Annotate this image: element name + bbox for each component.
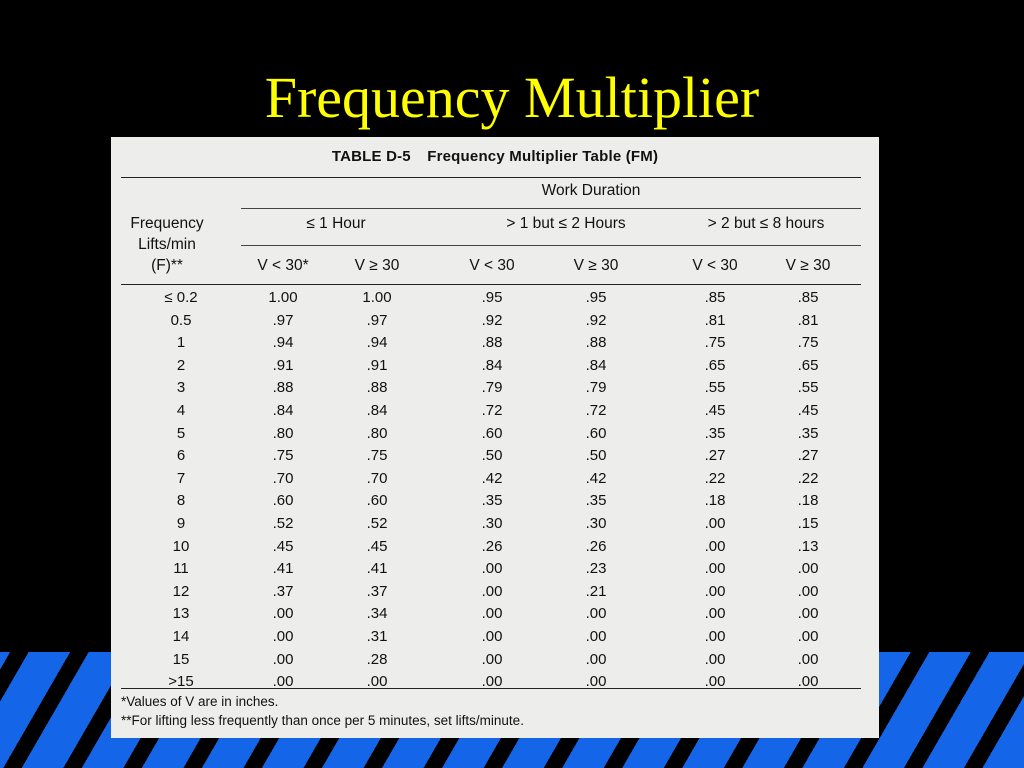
multiplier-cell: .00: [481, 628, 503, 645]
multiplier-cell: .60: [585, 424, 607, 442]
frequency-cell: 12: [172, 582, 190, 600]
v-header-2: V ≥ 30: [354, 257, 400, 274]
multiplier-cell: .75: [704, 334, 726, 352]
multiplier-cell: .95: [481, 289, 503, 306]
multiplier-cell: 1.00: [268, 289, 298, 306]
multiplier-cell: .35: [585, 492, 607, 510]
multiplier-cell: .55: [704, 379, 726, 397]
multiplier-cell: .00: [797, 605, 819, 623]
multiplier-cell: .00: [481, 582, 503, 600]
slide-title: Frequency Multiplier: [264, 65, 760, 130]
frequency-cell: >15: [168, 673, 194, 691]
frequency-cell: 15: [172, 650, 190, 668]
multiplier-cell: .91: [272, 356, 294, 374]
v-header-6: V ≥ 30: [785, 257, 831, 274]
multiplier-cell: .00: [704, 650, 726, 668]
multiplier-cell: .00: [481, 673, 503, 691]
frequency-header-line1: Frequency: [130, 215, 204, 232]
work-duration-header: Work Duration: [541, 182, 641, 199]
v-header-4: V ≥ 30: [573, 257, 619, 274]
multiplier-cell: .88: [366, 379, 388, 397]
multiplier-cell: .35: [797, 424, 819, 442]
multiplier-cell: .79: [481, 379, 503, 397]
multiplier-cell: .84: [585, 356, 607, 374]
multiplier-cell: .80: [272, 424, 294, 442]
multiplier-cell: .00: [585, 650, 607, 668]
multiplier-cell: .81: [704, 311, 726, 329]
multiplier-cell: .97: [272, 311, 294, 329]
multiplier-cell: .00: [797, 673, 819, 691]
multiplier-cell: .45: [366, 537, 388, 555]
multiplier-cell: .23: [585, 560, 607, 578]
multiplier-cell: 1.00: [362, 289, 392, 306]
multiplier-cell: .55: [797, 379, 819, 397]
multiplier-cell: .00: [704, 605, 726, 623]
multiplier-cell: .35: [704, 424, 726, 442]
multiplier-cell: .34: [366, 605, 388, 623]
frequency-cell: ≤ 0.2: [164, 289, 198, 306]
multiplier-cell: .70: [366, 469, 388, 487]
frequency-cell: 1: [176, 334, 186, 352]
rule-group: [241, 208, 861, 209]
multiplier-cell: .00: [797, 560, 819, 578]
multiplier-cell: .26: [585, 537, 607, 555]
multiplier-cell: .00: [272, 605, 294, 623]
frequency-cell: 8: [176, 492, 186, 510]
multiplier-cell: .80: [366, 424, 388, 442]
multiplier-cell: .00: [481, 650, 503, 668]
multiplier-cell: .91: [366, 356, 388, 374]
multiplier-cell: .00: [272, 628, 294, 645]
multiplier-cell: .42: [481, 469, 503, 487]
multiplier-cell: .60: [366, 492, 388, 510]
multiplier-cell: .70: [272, 469, 294, 487]
multiplier-cell: .35: [481, 492, 503, 510]
multiplier-cell: .81: [797, 311, 819, 329]
rule-bottom: [121, 688, 861, 689]
frequency-cell: 14: [172, 628, 190, 645]
multiplier-cell: .42: [585, 469, 607, 487]
multiplier-cell: .00: [797, 628, 819, 645]
frequency-cell: 4: [176, 402, 186, 419]
frequency-cell: 2: [176, 356, 186, 374]
frequency-cell: 10: [172, 537, 190, 555]
table-label: TABLE D-5: [331, 148, 411, 165]
multiplier-cell: .18: [704, 492, 726, 510]
frequency-header-line3: (F)**: [151, 257, 183, 274]
multiplier-cell: .00: [585, 605, 607, 623]
multiplier-cell: .75: [272, 447, 294, 465]
frequency-cell: 0.5: [170, 311, 192, 329]
multiplier-cell: .00: [704, 537, 726, 555]
multiplier-cell: .60: [272, 492, 294, 510]
frequency-cell: 7: [176, 469, 186, 487]
multiplier-cell: .45: [704, 402, 726, 419]
multiplier-cell: .15: [797, 515, 819, 532]
multiplier-cell: .52: [366, 515, 388, 532]
rule-header-bottom: [121, 284, 861, 285]
multiplier-cell: .65: [704, 356, 726, 374]
multiplier-cell: .84: [366, 402, 388, 419]
multiplier-cell: .00: [704, 582, 726, 600]
multiplier-cell: .79: [585, 379, 607, 397]
multiplier-cell: .00: [704, 673, 726, 691]
multiplier-cell: .94: [272, 334, 294, 352]
multiplier-cell: .00: [704, 560, 726, 578]
multiplier-cell: .27: [797, 447, 819, 465]
multiplier-cell: .00: [704, 628, 726, 645]
frequency-cell: 11: [173, 560, 189, 578]
duration-header-1: ≤ 1 Hour: [306, 215, 366, 232]
multiplier-cell: .72: [481, 402, 503, 419]
multiplier-cell: .45: [797, 402, 819, 419]
multiplier-cell: .84: [272, 402, 294, 419]
multiplier-cell: .85: [797, 289, 819, 306]
multiplier-cell: .92: [481, 311, 503, 329]
multiplier-cell: .65: [797, 356, 819, 374]
multiplier-cell: .18: [797, 492, 819, 510]
multiplier-cell: .60: [481, 424, 503, 442]
multiplier-cell: .30: [585, 515, 607, 532]
rule-top: [121, 177, 861, 178]
frequency-cell: 13: [172, 605, 190, 623]
multiplier-cell: .41: [366, 560, 388, 578]
frequency-cell: 6: [176, 447, 186, 465]
frequency-cell: 5: [176, 424, 186, 442]
multiplier-cell: .31: [366, 628, 388, 645]
multiplier-cell: .75: [797, 334, 819, 352]
v-header-1: V < 30*: [257, 257, 309, 274]
multiplier-cell: .00: [481, 605, 503, 623]
table-name: Frequency Multiplier Table (FM): [427, 148, 659, 165]
multiplier-cell: .75: [366, 447, 388, 465]
multiplier-cell: .28: [366, 650, 388, 668]
multiplier-cell: .22: [797, 469, 819, 487]
frequency-cell: 9: [176, 515, 186, 532]
multiplier-cell: .00: [366, 673, 388, 691]
rule-duration: [241, 245, 861, 246]
multiplier-cell: .92: [585, 311, 607, 329]
multiplier-cell: .21: [585, 582, 607, 600]
multiplier-cell: .27: [704, 447, 726, 465]
multiplier-cell: .22: [704, 469, 726, 487]
multiplier-cell: .00: [481, 560, 503, 578]
multiplier-cell: .97: [366, 311, 388, 329]
multiplier-cell: .88: [272, 379, 294, 397]
multiplier-cell: .30: [481, 515, 503, 532]
footnote-1: *Values of V are in inches.: [121, 694, 279, 709]
footnote-2: **For lifting less frequently than once per 5 minutes, set lifts/minute.: [121, 713, 524, 728]
multiplier-cell: .52: [272, 515, 294, 532]
frequency-header-line2: Lifts/min: [138, 236, 196, 253]
multiplier-cell: .00: [585, 673, 607, 691]
multiplier-cell: .72: [585, 402, 607, 419]
multiplier-cell: .94: [366, 334, 388, 352]
multiplier-cell: .00: [797, 650, 819, 668]
multiplier-cell: .95: [585, 289, 607, 306]
duration-header-2: > 1 but ≤ 2 Hours: [506, 215, 626, 232]
v-header-3: V < 30: [469, 257, 515, 274]
multiplier-cell: .85: [704, 289, 726, 306]
multiplier-cell: .84: [481, 356, 503, 374]
multiplier-cell: .00: [272, 650, 294, 668]
multiplier-cell: .50: [585, 447, 607, 465]
scanned-table-image: [111, 137, 879, 738]
multiplier-cell: .00: [272, 673, 294, 691]
multiplier-cell: .45: [272, 537, 294, 555]
multiplier-cell: .00: [704, 515, 726, 532]
table-caption: [111, 148, 879, 165]
multiplier-cell: .00: [797, 582, 819, 600]
duration-header-3: > 2 but ≤ 8 hours: [707, 215, 825, 232]
multiplier-cell: .41: [272, 560, 294, 578]
multiplier-cell: .13: [797, 537, 819, 555]
multiplier-cell: .37: [366, 582, 388, 600]
multiplier-cell: .26: [481, 537, 503, 555]
v-header-5: V < 30: [692, 257, 738, 274]
multiplier-cell: .88: [481, 334, 503, 352]
multiplier-cell: .00: [585, 628, 607, 645]
multiplier-cell: .50: [481, 447, 503, 465]
multiplier-cell: .88: [585, 334, 607, 352]
multiplier-cell: .37: [272, 582, 294, 600]
frequency-cell: 3: [176, 379, 186, 397]
